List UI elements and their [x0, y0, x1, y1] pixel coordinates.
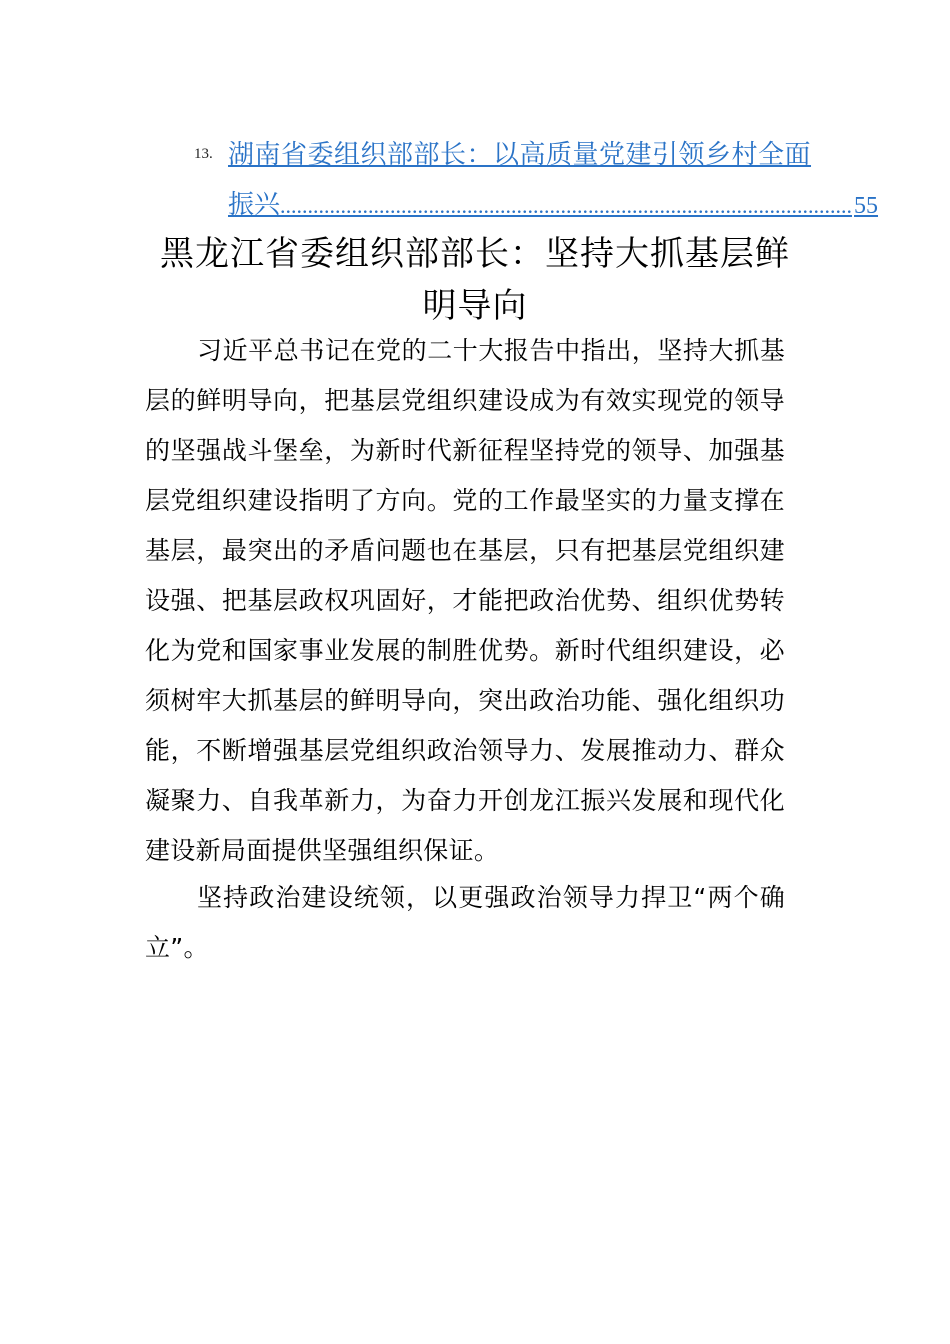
body-paragraph: 坚持政治建设统领，以更强政治领导力捍卫“两个确立”。: [145, 883, 785, 962]
toc-entry-title-continuation[interactable]: 振兴: [228, 190, 281, 220]
toc-entry-title-link[interactable]: 湖南省委组织部部长：以高质量党建引领乡村全面: [228, 140, 812, 170]
toc-entry-continuation[interactable]: [228, 184, 879, 221]
toc-entry[interactable]: [0, 128, 950, 218]
article-title: 黑龙江省委组织部部长：坚持大抓基层鲜明导向: [160, 234, 790, 326]
body-paragraph: 习近平总书记在党的二十大报告中指出，坚持大抓基层的鲜明导向，把基层党组织建设成为有效实现党的领导的坚强战斗堡垒，为新时代新征程坚持党的领导、加强基层党组织建设指明了方向。党的工作最坚实的力量支撑在基层，最突出的矛盾问题也在基层，只有把基层党组织建设强、把基层政权巩固好，才能把政治优势、组织优势转化为党和国家事业发展的制胜优势。新时代组织建设，必须树牢大抓基层的鲜明导向，突出政治功能、强化组织功能，不断增强基层党组织政治领导力、发展推动力、群众凝聚力、自我革新力，为奋力开创龙江振兴发展和现代化建设新局面提供坚强组织保证。: [145, 336, 785, 865]
toc-entry-number: 13.: [194, 146, 213, 162]
toc-entry-page-number[interactable]: 55: [854, 193, 879, 219]
toc-entry-leader-dots: ........................................................................................................: [280, 193, 853, 218]
